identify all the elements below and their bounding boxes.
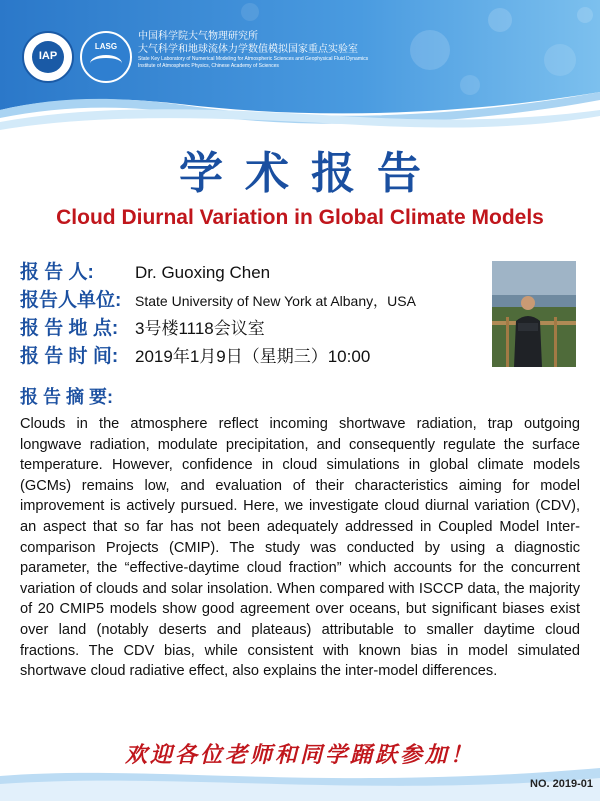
speaker-photo bbox=[492, 261, 576, 367]
time-label: 报 告 时 间: bbox=[20, 346, 119, 367]
lasg-logo-text: LASG bbox=[94, 42, 118, 51]
lasg-logo bbox=[80, 31, 132, 83]
institution-names bbox=[138, 30, 368, 70]
speaker-value: Dr. Guoxing Chen bbox=[135, 263, 271, 282]
iap-logo-text: IAP bbox=[38, 50, 58, 62]
location-label: 报 告 地 点: bbox=[20, 318, 119, 339]
location-value: 3号楼1118会议室 bbox=[135, 319, 265, 338]
affiliation-value: State University of New York at Albany，USA bbox=[135, 293, 416, 309]
footer-banner bbox=[0, 762, 600, 801]
institution-cn-1: 中国科学院大气物理研究所 bbox=[138, 31, 258, 42]
header-banner bbox=[0, 0, 600, 135]
talk-title: Cloud Diurnal Variation in Global Climate Models bbox=[56, 206, 544, 229]
institution-en-2: Institute of Atmospheric Physics, Chinese Academy of Sciences bbox=[138, 63, 279, 69]
abstract-label: 报 告 摘 要: bbox=[20, 387, 113, 407]
footer-background bbox=[0, 762, 600, 801]
time-value: 2019年1月9日（星期三）10:00 bbox=[135, 347, 371, 366]
institution-en-1: State Key Laboratory of Numerical Modeling for Atmospheric Sciences and Geophysical Fluid Dynamics bbox=[138, 56, 369, 62]
welcome-message: 欢迎各位老师和同学踊跃参加！ bbox=[124, 742, 475, 767]
iap-logo bbox=[22, 31, 74, 83]
abstract-text: Clouds in the atmosphere reflect incoming shortwave radiation, trap outgoing longwave radiation, modulate precipitation, and consequently regulate the surface temperature. However, confidence in cloud simulations in global climate models (GCMs) remains low, and evaluation of their characteristics aiming for model improvement is actively pursued. Here, we investigate cloud diurnal variation (CDV), an aspect that so far has not been adequately addressed in Coupled Model Inter-comparison Projects (CMIP). The study was conducted by using a diagnostic parameter, the “effective-daytime cloud fraction” which accounts for the concurrent variation of clouds and solar insolation. When compared with ISCCP data, the majority of 20 CMIP5 models show good agreement over oceans, but significant biases exist over land (notably deserts and plateaus) attributable to smaller daytime cloud fractions. The CDV bias, while consistent with known bias in model simulated shortwave cloud radiative effect, also explains the inter-model differences. bbox=[20, 416, 580, 680]
poster-number: NO. 2019-01 bbox=[530, 778, 593, 790]
affiliation-label: 报告人单位: bbox=[20, 290, 122, 311]
speaker-label: 报 告 人: bbox=[20, 262, 94, 283]
page-title: 学术报告 bbox=[179, 149, 443, 198]
institution-cn-2: 大气科学和地球流体力学数值模拟国家重点实验室 bbox=[138, 44, 358, 55]
